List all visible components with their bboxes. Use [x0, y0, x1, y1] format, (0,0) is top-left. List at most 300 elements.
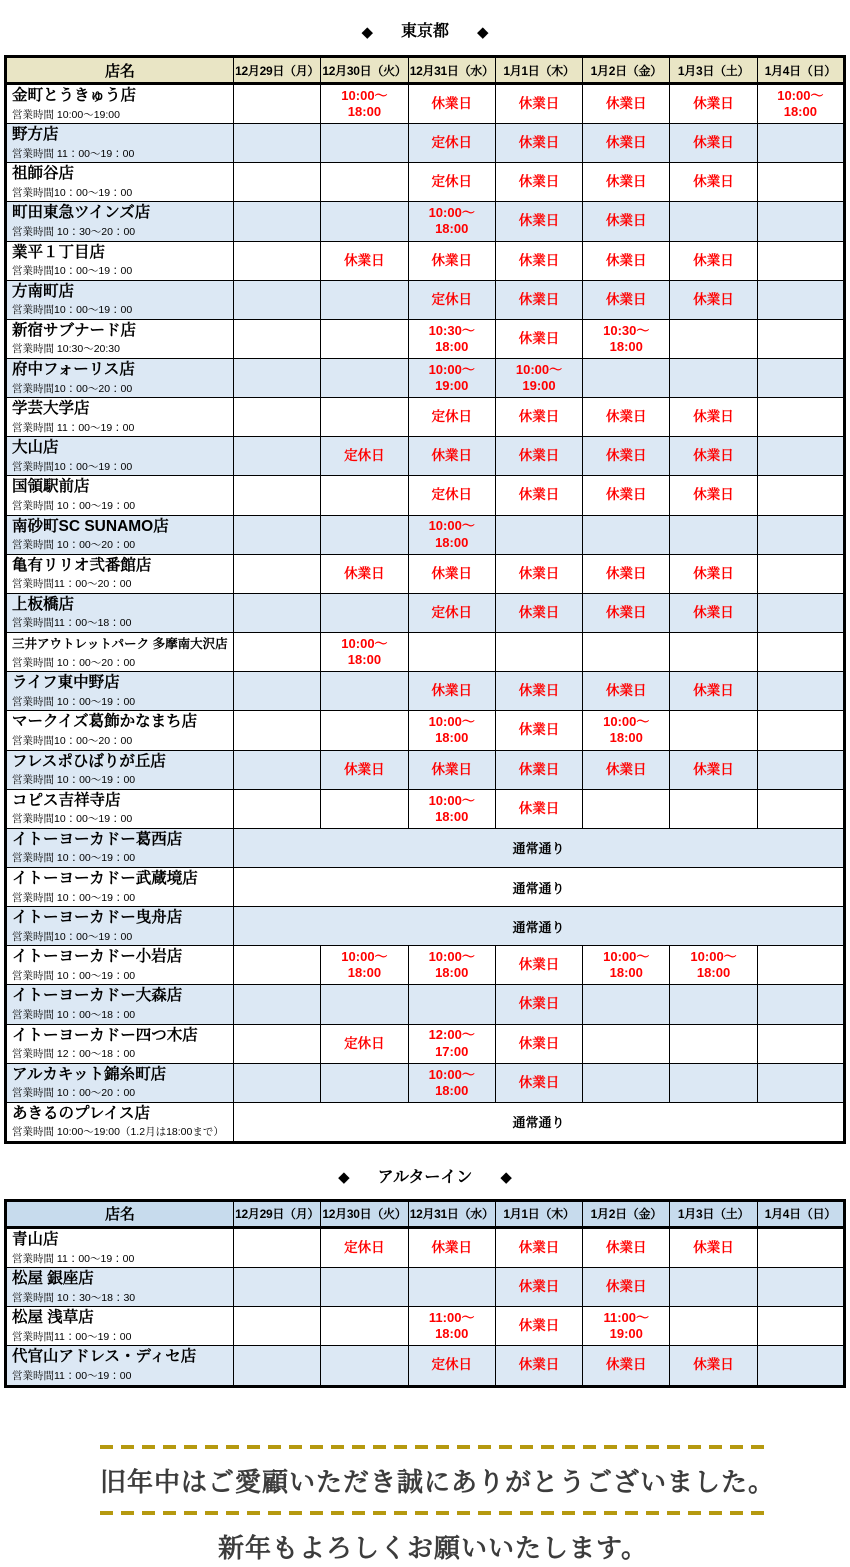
store-cell [6, 280, 234, 319]
closed-status-text: 休業日 [408, 84, 495, 124]
schedule-cell [408, 202, 495, 241]
closed-status-text: 休業日 [495, 124, 582, 163]
closed-status-text: 休業日 [495, 163, 582, 202]
special-hours-text: 10:00～ 18:00 [341, 87, 388, 120]
store-cell [6, 1227, 234, 1267]
store-cell [6, 398, 234, 437]
schedule-cell [408, 319, 495, 358]
schedule-cell [670, 946, 757, 985]
store-row [6, 867, 845, 906]
schedule-cell [757, 632, 844, 671]
store-name: 亀有リリオ弐番館店 [12, 556, 152, 574]
schedule-cell [583, 515, 670, 554]
store-cell [6, 867, 234, 906]
schedule-cell [408, 515, 495, 554]
schedule-cell [234, 124, 321, 163]
closed-status-text: 定休日 [408, 593, 495, 632]
schedule-cell [495, 632, 582, 671]
schedule-cell [757, 593, 844, 632]
store-row [6, 554, 845, 593]
store-cell [6, 632, 234, 671]
special-hours-text: 10:30～ 18:00 [603, 322, 650, 354]
store-row [6, 1346, 845, 1386]
schedule-cell [670, 985, 757, 1024]
special-hours-text: 12:00～ 17:00 [428, 1027, 475, 1059]
store-row [6, 1063, 845, 1102]
date-column-header: 1月3日（土） [670, 1200, 757, 1227]
section-title-tokyo [0, 0, 850, 40]
schedule-cell [408, 1024, 495, 1063]
schedule-cell [757, 476, 844, 515]
store-cell [6, 163, 234, 202]
normal-hours-cell: 通常通り [234, 828, 845, 867]
schedule-cell [757, 1346, 844, 1386]
schedule-cell [583, 1307, 670, 1346]
schedule-cell [321, 476, 408, 515]
schedule-cell [321, 632, 408, 671]
special-hours-text: 11:00～ 18:00 [428, 1310, 475, 1342]
schedule-cell [321, 280, 408, 319]
store-hours: 営業時間 10：00～20：00 [12, 1087, 136, 1100]
normal-hours-cell: 通常通り [234, 1102, 845, 1142]
store-cell [6, 1307, 234, 1346]
closed-status-text: 休業日 [583, 437, 670, 476]
schedule-cell [583, 711, 670, 750]
special-hours-text: 10:00～ 18:00 [341, 949, 388, 981]
schedule-cell [321, 202, 408, 241]
store-row [6, 202, 845, 241]
store-hours: 営業時間 12：00～18：00 [12, 1048, 136, 1061]
closed-status-text: 休業日 [408, 554, 495, 593]
closed-status-text: 休業日 [583, 1346, 670, 1386]
schedule-cell [234, 1346, 321, 1386]
schedule-cell [234, 437, 321, 476]
store-cell [6, 1063, 234, 1102]
schedule-cell [757, 672, 844, 711]
schedule-cell [495, 515, 582, 554]
schedule-cell [321, 985, 408, 1024]
closed-status-text: 休業日 [670, 437, 757, 476]
date-column-header: 1月3日（土） [670, 57, 757, 84]
store-row [6, 672, 845, 711]
special-hours-text: 10:00～ 18:00 [603, 714, 650, 746]
schedule-cell [408, 1063, 495, 1102]
schedule-cell [408, 1307, 495, 1346]
schedule-cell [234, 672, 321, 711]
store-hours: 営業時間 10：00～19：00 [12, 500, 136, 512]
date-column-header: 1月1日（木） [495, 57, 582, 84]
store-cell [6, 750, 234, 789]
store-hours: 営業時間10：00～19：00 [12, 813, 133, 826]
store-cell [6, 241, 234, 280]
diamond-icon: ◆ [500, 1169, 512, 1187]
store-hours: 営業時間10：00～19：00 [12, 186, 133, 199]
store-row [6, 319, 845, 358]
store-name: 業平１丁目店 [12, 243, 106, 261]
closed-status-text: 休業日 [583, 280, 670, 319]
schedule-cell [234, 711, 321, 750]
closed-status-text: 休業日 [495, 437, 582, 476]
closed-status-text: 休業日 [495, 1307, 582, 1346]
section-title-label: 東京都 [400, 23, 449, 40]
special-hours-text: 10:00～ 18:00 [428, 205, 475, 237]
special-hours-text: 10:00～ 18:00 [690, 949, 737, 981]
store-name: イトーヨーカドー武蔵境店 [12, 869, 198, 887]
schedule-cell [757, 789, 844, 828]
store-name: イトーヨーカドー小岩店 [12, 948, 183, 966]
store-row [6, 515, 845, 554]
closed-status-text: 休業日 [495, 593, 582, 632]
schedule-cell [757, 1063, 844, 1102]
special-hours-text: 10:30～ 18:00 [428, 322, 475, 354]
schedule-cell [670, 1024, 757, 1063]
schedule-cell [321, 1307, 408, 1346]
closed-status-text: 定休日 [408, 1346, 495, 1386]
closed-status-text: 休業日 [583, 398, 670, 437]
store-name: 国領駅前店 [12, 478, 90, 496]
closed-status-text: 休業日 [495, 1227, 582, 1267]
closed-status-text: 休業日 [495, 750, 582, 789]
store-cell [6, 476, 234, 515]
schedule-cell [234, 163, 321, 202]
closed-status-text: 休業日 [495, 280, 582, 319]
closed-status-text: 休業日 [495, 1268, 582, 1307]
closed-status-text: 定休日 [408, 163, 495, 202]
closed-status-text: 休業日 [583, 1268, 670, 1307]
store-name: 野方店 [12, 126, 59, 144]
date-column-header: 12月31日（水） [408, 57, 495, 84]
store-cell [6, 515, 234, 554]
schedule-cell [670, 711, 757, 750]
store-cell [6, 1102, 234, 1142]
special-hours-text: 10:00～ 19:00 [515, 361, 563, 394]
closed-status-text: 休業日 [670, 84, 757, 124]
store-hours: 営業時間 11：00～19：00 [12, 1252, 135, 1265]
special-hours-text: 10:00～ 18:00 [428, 714, 475, 746]
schedule-cell [321, 84, 408, 124]
store-row [6, 163, 845, 202]
schedule-cell [757, 437, 844, 476]
schedule-cell [583, 1063, 670, 1102]
schedule-cell [757, 202, 844, 241]
schedule-cell [757, 398, 844, 437]
schedule-cell [321, 1063, 408, 1102]
store-cell [6, 358, 234, 397]
schedule-cell [321, 711, 408, 750]
store-row [6, 632, 845, 671]
closed-status-text: 休業日 [583, 554, 670, 593]
closed-status-text: 休業日 [408, 437, 495, 476]
closed-status-text: 休業日 [495, 985, 582, 1024]
schedule-cell [757, 985, 844, 1024]
schedule-cell [408, 946, 495, 985]
closed-status-text: 休業日 [670, 398, 757, 437]
store-cell [6, 84, 234, 124]
store-cell [6, 1346, 234, 1386]
closed-status-text: 休業日 [583, 241, 670, 280]
alterin-schedule-table [4, 1199, 846, 1388]
closed-status-text: 休業日 [670, 554, 757, 593]
schedule-cell [408, 711, 495, 750]
store-name: アルカキット錦糸町店 [12, 1065, 167, 1083]
store-name: フレスポひばりが丘店 [12, 752, 166, 770]
store-row [6, 241, 845, 280]
date-column-header: 12月30日（火） [321, 57, 408, 84]
schedule-cell [408, 789, 495, 828]
store-hours: 営業時間 10：00～19：00 [12, 695, 136, 708]
schedule-cell [234, 1227, 321, 1267]
closed-status-text: 休業日 [321, 241, 408, 280]
store-row [6, 280, 845, 319]
special-hours-text: 10:00～ 18:00 [428, 1066, 475, 1098]
schedule-cell [321, 358, 408, 397]
schedule-cell [583, 1024, 670, 1063]
store-hours: 営業時間11：00～18：00 [12, 617, 132, 630]
store-cell [6, 1024, 234, 1063]
schedule-cell [583, 789, 670, 828]
store-name: イトーヨーカドー大森店 [12, 987, 183, 1005]
schedule-cell [234, 84, 321, 124]
store-hours: 営業時間10：00～19：00 [12, 304, 133, 317]
closed-status-text: 定休日 [408, 476, 495, 515]
schedule-cell [321, 319, 408, 358]
schedule-cell [583, 985, 670, 1024]
closed-status-text: 定休日 [408, 280, 495, 319]
store-cell [6, 319, 234, 358]
closed-status-text: 休業日 [495, 1063, 582, 1102]
special-hours-text: 11:00～ 19:00 [603, 1310, 650, 1342]
normal-hours-cell: 通常通り [234, 867, 845, 906]
schedule-cell [234, 319, 321, 358]
schedule-cell [757, 946, 844, 985]
schedule-cell [757, 711, 844, 750]
store-name: 松屋 銀座店 [12, 1270, 94, 1288]
date-column-header: 1月2日（金） [583, 57, 670, 84]
closed-status-text: 休業日 [670, 476, 757, 515]
date-column-header: 1月4日（日） [757, 57, 844, 84]
schedule-cell [234, 1024, 321, 1063]
store-row [6, 750, 845, 789]
schedule-cell [583, 319, 670, 358]
closed-status-text: 休業日 [583, 1227, 670, 1267]
closed-status-text: 休業日 [583, 593, 670, 632]
store-name: あきるのプレイス店 [12, 1104, 150, 1122]
closed-status-text: 休業日 [495, 1346, 582, 1386]
closed-status-text: 休業日 [495, 476, 582, 515]
schedule-cell [234, 750, 321, 789]
schedule-cell [234, 358, 321, 397]
schedule-cell [408, 985, 495, 1024]
closed-status-text: 休業日 [495, 672, 582, 711]
schedule-cell [670, 202, 757, 241]
schedule-cell [321, 1346, 408, 1386]
store-row [6, 437, 845, 476]
store-row [6, 593, 845, 632]
store-row [6, 985, 845, 1024]
store-name: 新宿サブナード店 [12, 321, 137, 339]
closed-status-text: 休業日 [495, 84, 582, 124]
closed-status-text: 休業日 [495, 946, 582, 985]
schedule-cell [234, 476, 321, 515]
diamond-icon: ◆ [477, 23, 489, 41]
closed-status-text: 休業日 [495, 1024, 582, 1063]
store-row [6, 946, 845, 985]
store-name: 祖師谷店 [12, 165, 75, 183]
store-name: 方南町店 [12, 282, 75, 300]
closed-status-text: 休業日 [408, 672, 495, 711]
closed-status-text: 休業日 [408, 241, 495, 280]
store-hours: 営業時間 10：00～20：00 [12, 656, 136, 669]
store-name: イトーヨーカドー曳舟店 [12, 909, 183, 927]
store-hours: 営業時間 10:30～20:30 [12, 343, 120, 356]
closed-status-text: 定休日 [321, 1227, 408, 1267]
store-hours: 営業時間 10:00～19:00（1.2月は18:00まで） [12, 1126, 224, 1139]
section-title-label: アルターイン [377, 1168, 473, 1186]
schedule-cell [234, 202, 321, 241]
store-cell [6, 1268, 234, 1307]
special-hours-text: 10:00～ 18:00 [428, 518, 475, 550]
closed-status-text: 定休日 [321, 1024, 408, 1063]
closed-status-text: 休業日 [495, 789, 582, 828]
schedule-cell [234, 593, 321, 632]
closed-status-text: 休業日 [495, 711, 582, 750]
closed-status-text: 定休日 [408, 398, 495, 437]
schedule-cell [234, 554, 321, 593]
store-name: 南砂町SC SUNAMO店 [12, 517, 169, 535]
schedule-cell [408, 632, 495, 671]
store-hours: 営業時間10：00～19：00 [12, 460, 133, 473]
closed-status-text: 休業日 [670, 280, 757, 319]
schedule-cell [234, 515, 321, 554]
closed-status-text: 休業日 [583, 672, 670, 711]
store-name: コピス吉祥寺店 [12, 791, 121, 809]
closed-status-text: 休業日 [408, 750, 495, 789]
schedule-cell [321, 163, 408, 202]
closed-status-text: 休業日 [670, 163, 757, 202]
schedule-cell [495, 358, 582, 397]
store-hours: 営業時間 10:00～19:00 [12, 108, 120, 121]
closed-status-text: 休業日 [583, 750, 670, 789]
greeting-line-1: 旧年中はご愛顧いただき誠にありがとうございました。 [100, 1466, 776, 1497]
date-column-header: 1月2日（金） [583, 1200, 670, 1227]
normal-hours-cell: 通常通り [234, 907, 845, 946]
greeting-line-2: 新年もよろしくお願いいたします。 [218, 1532, 648, 1563]
store-row [6, 1024, 845, 1063]
store-cell [6, 124, 234, 163]
closed-status-text: 休業日 [670, 241, 757, 280]
schedule-cell [670, 515, 757, 554]
schedule-cell [321, 1268, 408, 1307]
table-header-row [6, 57, 845, 84]
store-name: 三井アウトレットパーク 多摩南大沢店 [12, 636, 228, 651]
schedule-cell [757, 241, 844, 280]
schedule-cell [234, 946, 321, 985]
closed-status-text: 休業日 [583, 84, 670, 124]
schedule-cell [757, 1227, 844, 1267]
schedule-cell [670, 1063, 757, 1102]
store-name-column-header: 店名 [6, 57, 234, 84]
store-cell [6, 828, 234, 867]
store-hours: 営業時間 11：00～19：00 [12, 421, 135, 434]
closed-status-text: 休業日 [583, 202, 670, 241]
schedule-cell [583, 358, 670, 397]
store-hours: 営業時間10：00～19：00 [12, 265, 133, 278]
special-hours-text: 10:00～ 18:00 [603, 949, 650, 981]
schedule-cell [670, 1307, 757, 1346]
diamond-icon: ◆ [338, 1169, 350, 1187]
schedule-cell [757, 1307, 844, 1346]
store-name: 金町とうきゅう店 [12, 87, 137, 104]
schedule-cell [234, 985, 321, 1024]
store-row [6, 1102, 845, 1142]
closed-status-text: 休業日 [670, 593, 757, 632]
special-hours-text: 10:00～ 18:00 [428, 792, 475, 824]
closed-status-text: 休業日 [495, 398, 582, 437]
store-hours: 営業時間 10：00～18：00 [12, 1008, 136, 1021]
schedule-cell [670, 319, 757, 358]
store-cell [6, 946, 234, 985]
schedule-cell [670, 358, 757, 397]
schedule-cell [583, 632, 670, 671]
schedule-cell [670, 632, 757, 671]
closed-status-text: 休業日 [495, 319, 582, 358]
schedule-cell [321, 946, 408, 985]
schedule-cell [234, 398, 321, 437]
closed-status-text: 休業日 [670, 1227, 757, 1267]
store-row [6, 711, 845, 750]
store-row [6, 476, 845, 515]
store-row [6, 124, 845, 163]
store-hours: 営業時間 11：00～19：00 [12, 147, 135, 160]
schedule-cell [321, 124, 408, 163]
store-hours: 営業時間 10：00～19：00 [12, 891, 136, 904]
schedule-cell [670, 789, 757, 828]
store-hours: 営業時間 10：00～19：00 [12, 774, 136, 787]
closed-status-text: 休業日 [408, 1227, 495, 1267]
schedule-cell [757, 554, 844, 593]
schedule-cell [408, 358, 495, 397]
store-name: 大山店 [12, 439, 59, 457]
store-row [6, 789, 845, 828]
store-name: 府中フォーリス店 [12, 360, 135, 378]
store-name: イトーヨーカドー四つ木店 [12, 1026, 198, 1044]
closed-status-text: 休業日 [321, 750, 408, 789]
store-cell [6, 437, 234, 476]
closed-status-text: 休業日 [583, 124, 670, 163]
store-hours: 営業時間11：00～19：00 [12, 1369, 132, 1382]
store-hours: 営業時間 10：00～19：00 [12, 969, 136, 982]
date-column-header: 1月4日（日） [757, 1200, 844, 1227]
schedule-cell [321, 593, 408, 632]
schedule-cell [234, 632, 321, 671]
schedule-cell [234, 1268, 321, 1307]
special-hours-text: 10:00～ 18:00 [777, 87, 824, 120]
closed-status-text: 休業日 [670, 750, 757, 789]
table-header-row [6, 1200, 845, 1227]
schedule-cell [757, 124, 844, 163]
store-hours: 営業時間10：00～19：00 [12, 930, 133, 943]
schedule-cell [757, 1024, 844, 1063]
store-name: 代官山アドレス・ディセ店 [12, 1348, 197, 1366]
closed-status-text: 休業日 [495, 554, 582, 593]
schedule-cell [757, 163, 844, 202]
special-hours-text: 10:00～ 18:00 [428, 949, 475, 981]
footer-greeting [0, 1445, 850, 1567]
schedule-cell [408, 1268, 495, 1307]
store-name: 上板橋店 [12, 595, 75, 613]
store-hours: 営業時間 10：00～19：00 [12, 852, 136, 865]
date-column-header: 1月1日（木） [495, 1200, 582, 1227]
